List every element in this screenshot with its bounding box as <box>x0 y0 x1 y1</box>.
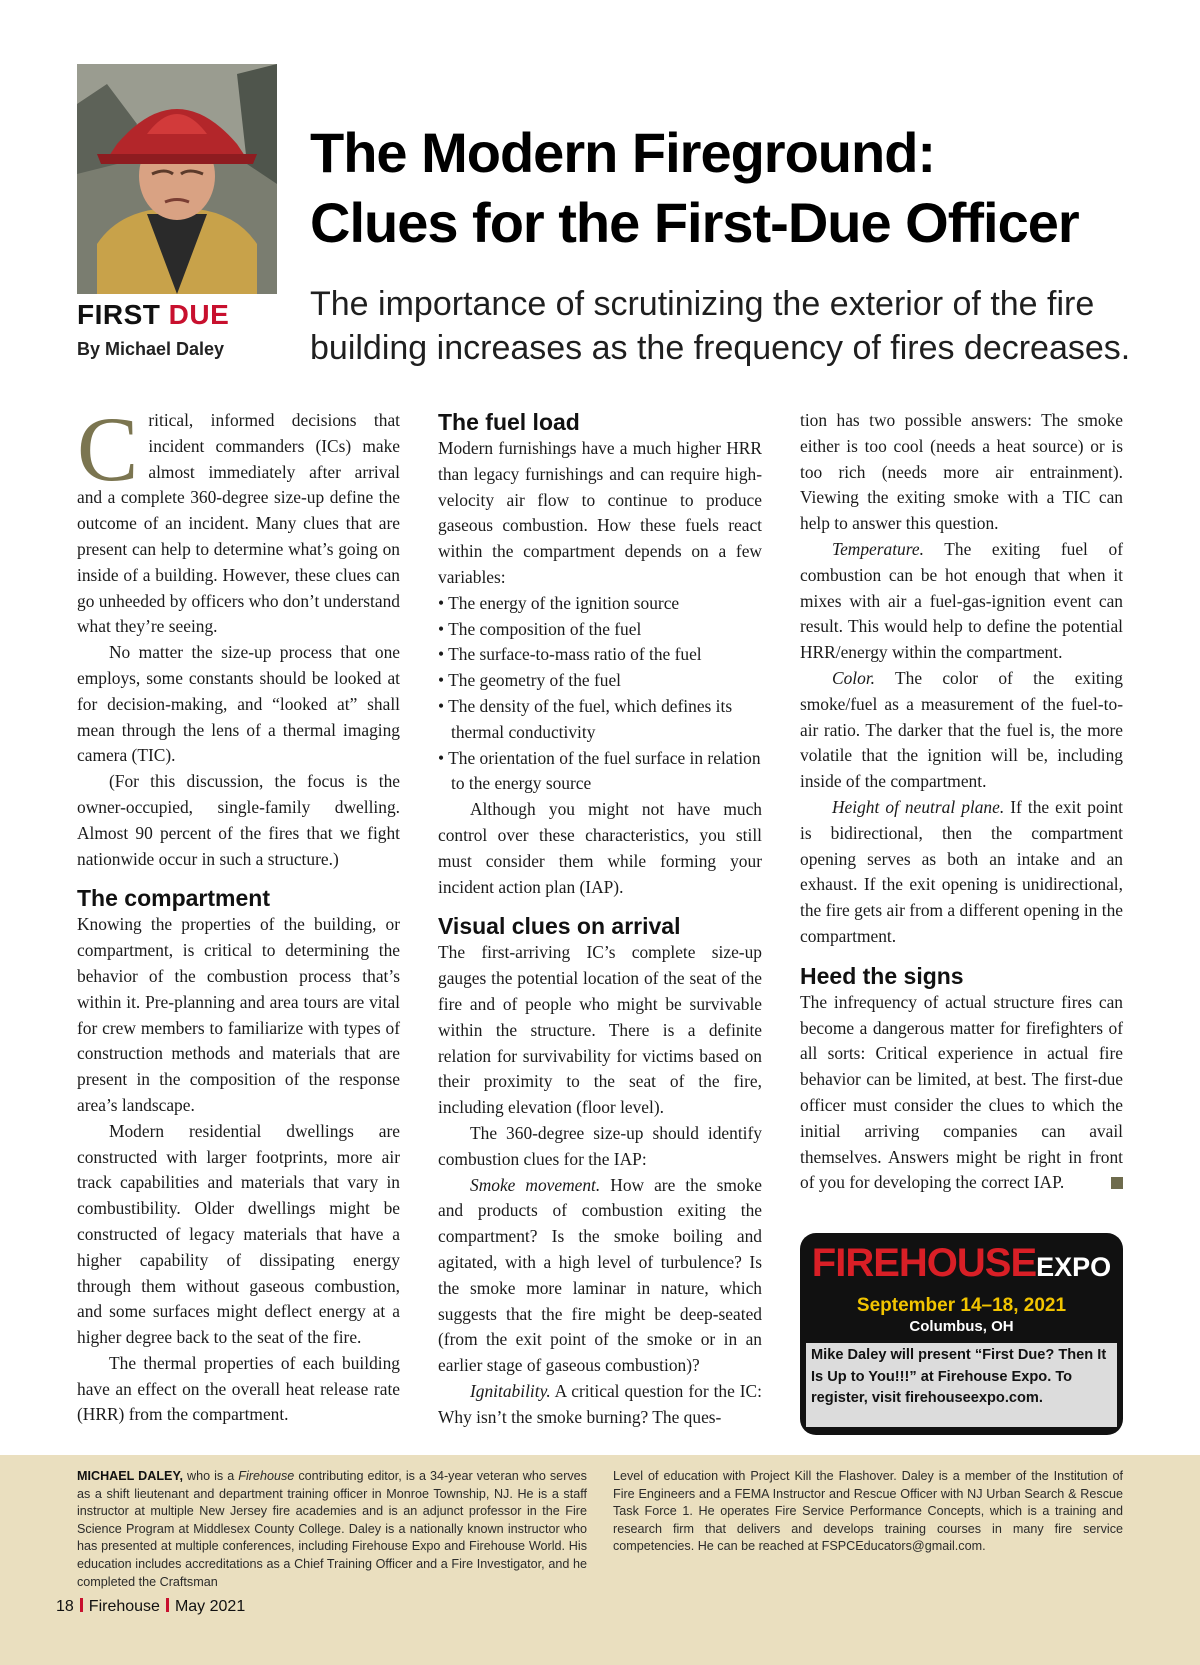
separator-bar <box>80 1598 83 1612</box>
department-label <box>77 298 229 332</box>
bio-author-name: MICHAEL DALEY, <box>77 1469 183 1483</box>
list-item: • The energy of the ignition source <box>438 591 762 617</box>
list-item: • The composition of the fuel <box>438 617 762 643</box>
end-mark-icon <box>1111 1177 1123 1189</box>
closing-text: The infrequency of actual structure fires can become a dangerous matter for firefighters of all sorts: Critical experience in actual fire behavior can be limited, at best. The first-due officer must consider the clues to which the initial arriving companies can avail themselves. Answers might be right in front of you for developing the correct IAP. <box>800 991 1123 1193</box>
ignitability-text: A critical question for the IC: Why isn’t the smoke burning? The ques- <box>438 1380 762 1427</box>
paragraph: The thermal properties of each building have an effect on the overall heat release rate (HRR) from the compartment. <box>77 1352 400 1425</box>
bio-text: contributing editor, is a 34-year veteran who serves as a shift lieutenant and department training officer in Monroe Township, NJ. He is a staff instructor at multiple New Jersey fire academies and is an adjunct professor in the Fire Science Program at Middlesex County College. Daley is a nationally known instructor who has presented at multiple conferences, including Firehouse Expo and Firehouse World. His education includes accreditations as a Chief Training Officer and a Fire Investigator, and he completed the Craftsman <box>77 1469 587 1589</box>
paragraph <box>438 1173 762 1379</box>
list-item: • The density of the fuel, which defines its thermal conductivity <box>438 694 762 746</box>
headline <box>310 118 1180 258</box>
neutral-plane-text: If the exit point is bidirectional, then the compartment opening serves as both an intake and an exhaust. If the exit opening is unidirectional, the fire gets air from a different opening in the compartment. <box>800 796 1124 946</box>
list-item: • The orientation of the fuel surface in relation to the energy source <box>438 746 762 798</box>
byline: By Michael Daley <box>77 339 225 359</box>
closing-paragraph <box>800 990 1123 1196</box>
paragraph: tion has two possible answers: The smoke either is too cool (needs a heat source) or is too rich (needs more air entrainment). Viewing the exiting smoke with a TIC can help to answer this question. <box>800 410 1123 534</box>
variables-list <box>438 591 762 797</box>
bio-text: who is a <box>182 1469 239 1483</box>
paragraph: Modern residential dwellings are constructed with larger footprints, more air track capabilities and materials that vary in combustibility. Older dwellings might be constructed of legacy materials that have a higher capability of dissipating energy through them without gaseous combustion, and some surfaces might deflect energy at a higher degree back to the seat of the fire. <box>77 1120 400 1348</box>
term-ignitability: Ignitability. <box>470 1380 551 1401</box>
column-1 <box>77 398 400 1428</box>
expo-brand-sub: EXPO <box>1036 1252 1112 1282</box>
issue-date: May 2021 <box>174 1598 246 1615</box>
expo-city: Columbus, OH <box>909 1318 1014 1335</box>
paragraph <box>800 795 1123 950</box>
author-bio-left <box>77 1468 587 1591</box>
drop-cap: C <box>77 398 139 500</box>
deck: The importance of scrutinizing the exterior of the fire building increases as the frequency of fires decreases. <box>310 285 1131 367</box>
paragraph <box>438 1379 762 1431</box>
headline-line-2: Clues for the First-Due Officer <box>310 191 1079 254</box>
term-neutral-plane: Height of neutral plane. <box>832 796 1005 817</box>
paragraph: Although you might not have much control over these characteristics, you still must consider them while forming your incident action plan (IAP). <box>438 799 762 897</box>
expo-promo-box[interactable] <box>800 1233 1123 1435</box>
author-photo <box>77 64 277 294</box>
term-color: Color. <box>832 667 876 688</box>
subhead-heed-signs: Heed the signs <box>800 962 964 989</box>
intro-text: ritical, informed decisions that incident commanders (ICs) make almost immediately after arrival and a complete 360-degree size-up define the outcome of an incident. Many clues that are present can help to determine what’s going on inside of a building. However, these clues can go unheeded by officers who don’t understand what they’re seeing. <box>77 410 400 637</box>
color-text: The color of the exiting smoke/fuel as a measurement of the fuel-to-air ratio. The darker that the fuel is, the more volatile that the ignition will be, including inside of the compartment. <box>800 667 1123 792</box>
paragraph: The 360-degree size-up should identify combustion clues for the IAP: <box>438 1122 762 1169</box>
list-item: • The surface-to-mass ratio of the fuel <box>438 642 762 668</box>
expo-dates: September 14–18, 2021 <box>856 1295 1067 1316</box>
subhead-compartment: The compartment <box>77 885 270 912</box>
department-second: DUE <box>168 299 230 330</box>
separator-bar <box>166 1598 169 1612</box>
temperature-text: The exiting fuel of combustion can be hot enough that when it mixes with air a fuel-gas-ignition event can result. This would help to define the potential HRR/energy within the compartment. <box>800 538 1123 663</box>
bio-publication: Firehouse <box>238 1469 295 1483</box>
term-smoke-movement: Smoke movement. <box>470 1174 601 1195</box>
column-3 <box>800 408 1123 1196</box>
list-item: • The geometry of the fuel <box>438 668 762 694</box>
expo-brand-main: FIREHOUSE <box>811 1241 1037 1285</box>
department-first: FIRST <box>77 299 161 330</box>
term-temperature: Temperature. <box>832 538 924 559</box>
smoke-movement-text: How are the smoke and products of combustion exiting the compartment? Is the smoke boiling and agitated, with a high level of turbulence? Is the smoke more laminar in nature, which suggests that the fire might be deep-seated (from the exit point of the smoke or in an earlier stage of gaseous combustion)? <box>438 1174 762 1376</box>
firefighter-portrait-image <box>77 64 277 294</box>
paragraph: Modern furnishings have a much higher HRR than legacy furnishings and can require high-velocity air flow to continue to produce gaseous combustion. How these fuels react within the compartment depends on a few variables: <box>438 438 762 587</box>
column-2 <box>438 408 762 1430</box>
page-number: 18 <box>56 1598 74 1615</box>
publication-name: Firehouse <box>88 1598 160 1615</box>
expo-promo-text: Mike Daley will present “First Due? Then It Is Up to You!!!” at Firehouse Expo. To register, visit firehouseexpo.com. <box>806 1343 1117 1427</box>
subhead-fuel-load: The fuel load <box>438 409 580 435</box>
paragraph: Knowing the properties of the building, or compartment, is critical to determining the behavior of the combustion process that’s within it. Pre-planning and area tours are vital for crew members to familiarize with types of construction methods and materials that are present in the composition of the response area’s landscape. <box>77 914 400 1115</box>
paragraph: (For this discussion, the focus is the owner-occupied, single-family dwelling. Almost 90 percent of the fires that we fight nationwide occur in such a structure.) <box>77 771 400 869</box>
author-bio-right: Level of education with Project Kill the Flashover. Daley is a member of the Institution of Fire Engineers and a FEMA Instructor and Rescue Officer with NJ Urban Search & Rescue Task Force 1. He operates Fire Service Performance Concepts, which is a training and research firm that delivers and develops training courses in many fire service competencies. He can be reached at FSPCEducators@gmail.com. <box>613 1469 1123 1554</box>
paragraph <box>800 666 1123 795</box>
subhead-visual-clues: Visual clues on arrival <box>438 913 681 940</box>
page-footer <box>56 1598 245 1616</box>
paragraph: The first-arriving IC’s complete size-up gauges the potential location of the seat of the fire and of people who might be survivable within the structure. There is a definite relation for survivability for victims based on their proximity to the seat of the fire, including elevation (floor level). <box>438 942 762 1118</box>
paragraph: No matter the size-up process that one employs, some constants should be looked at for decision-making, and “looked at” shall mean through the lens of a thermal imaging camera (TIC). <box>77 642 400 766</box>
paragraph <box>800 537 1123 666</box>
headline-line-1: The Modern Fireground: <box>310 121 936 184</box>
expo-logo <box>800 1241 1123 1286</box>
intro-paragraph <box>77 398 400 640</box>
